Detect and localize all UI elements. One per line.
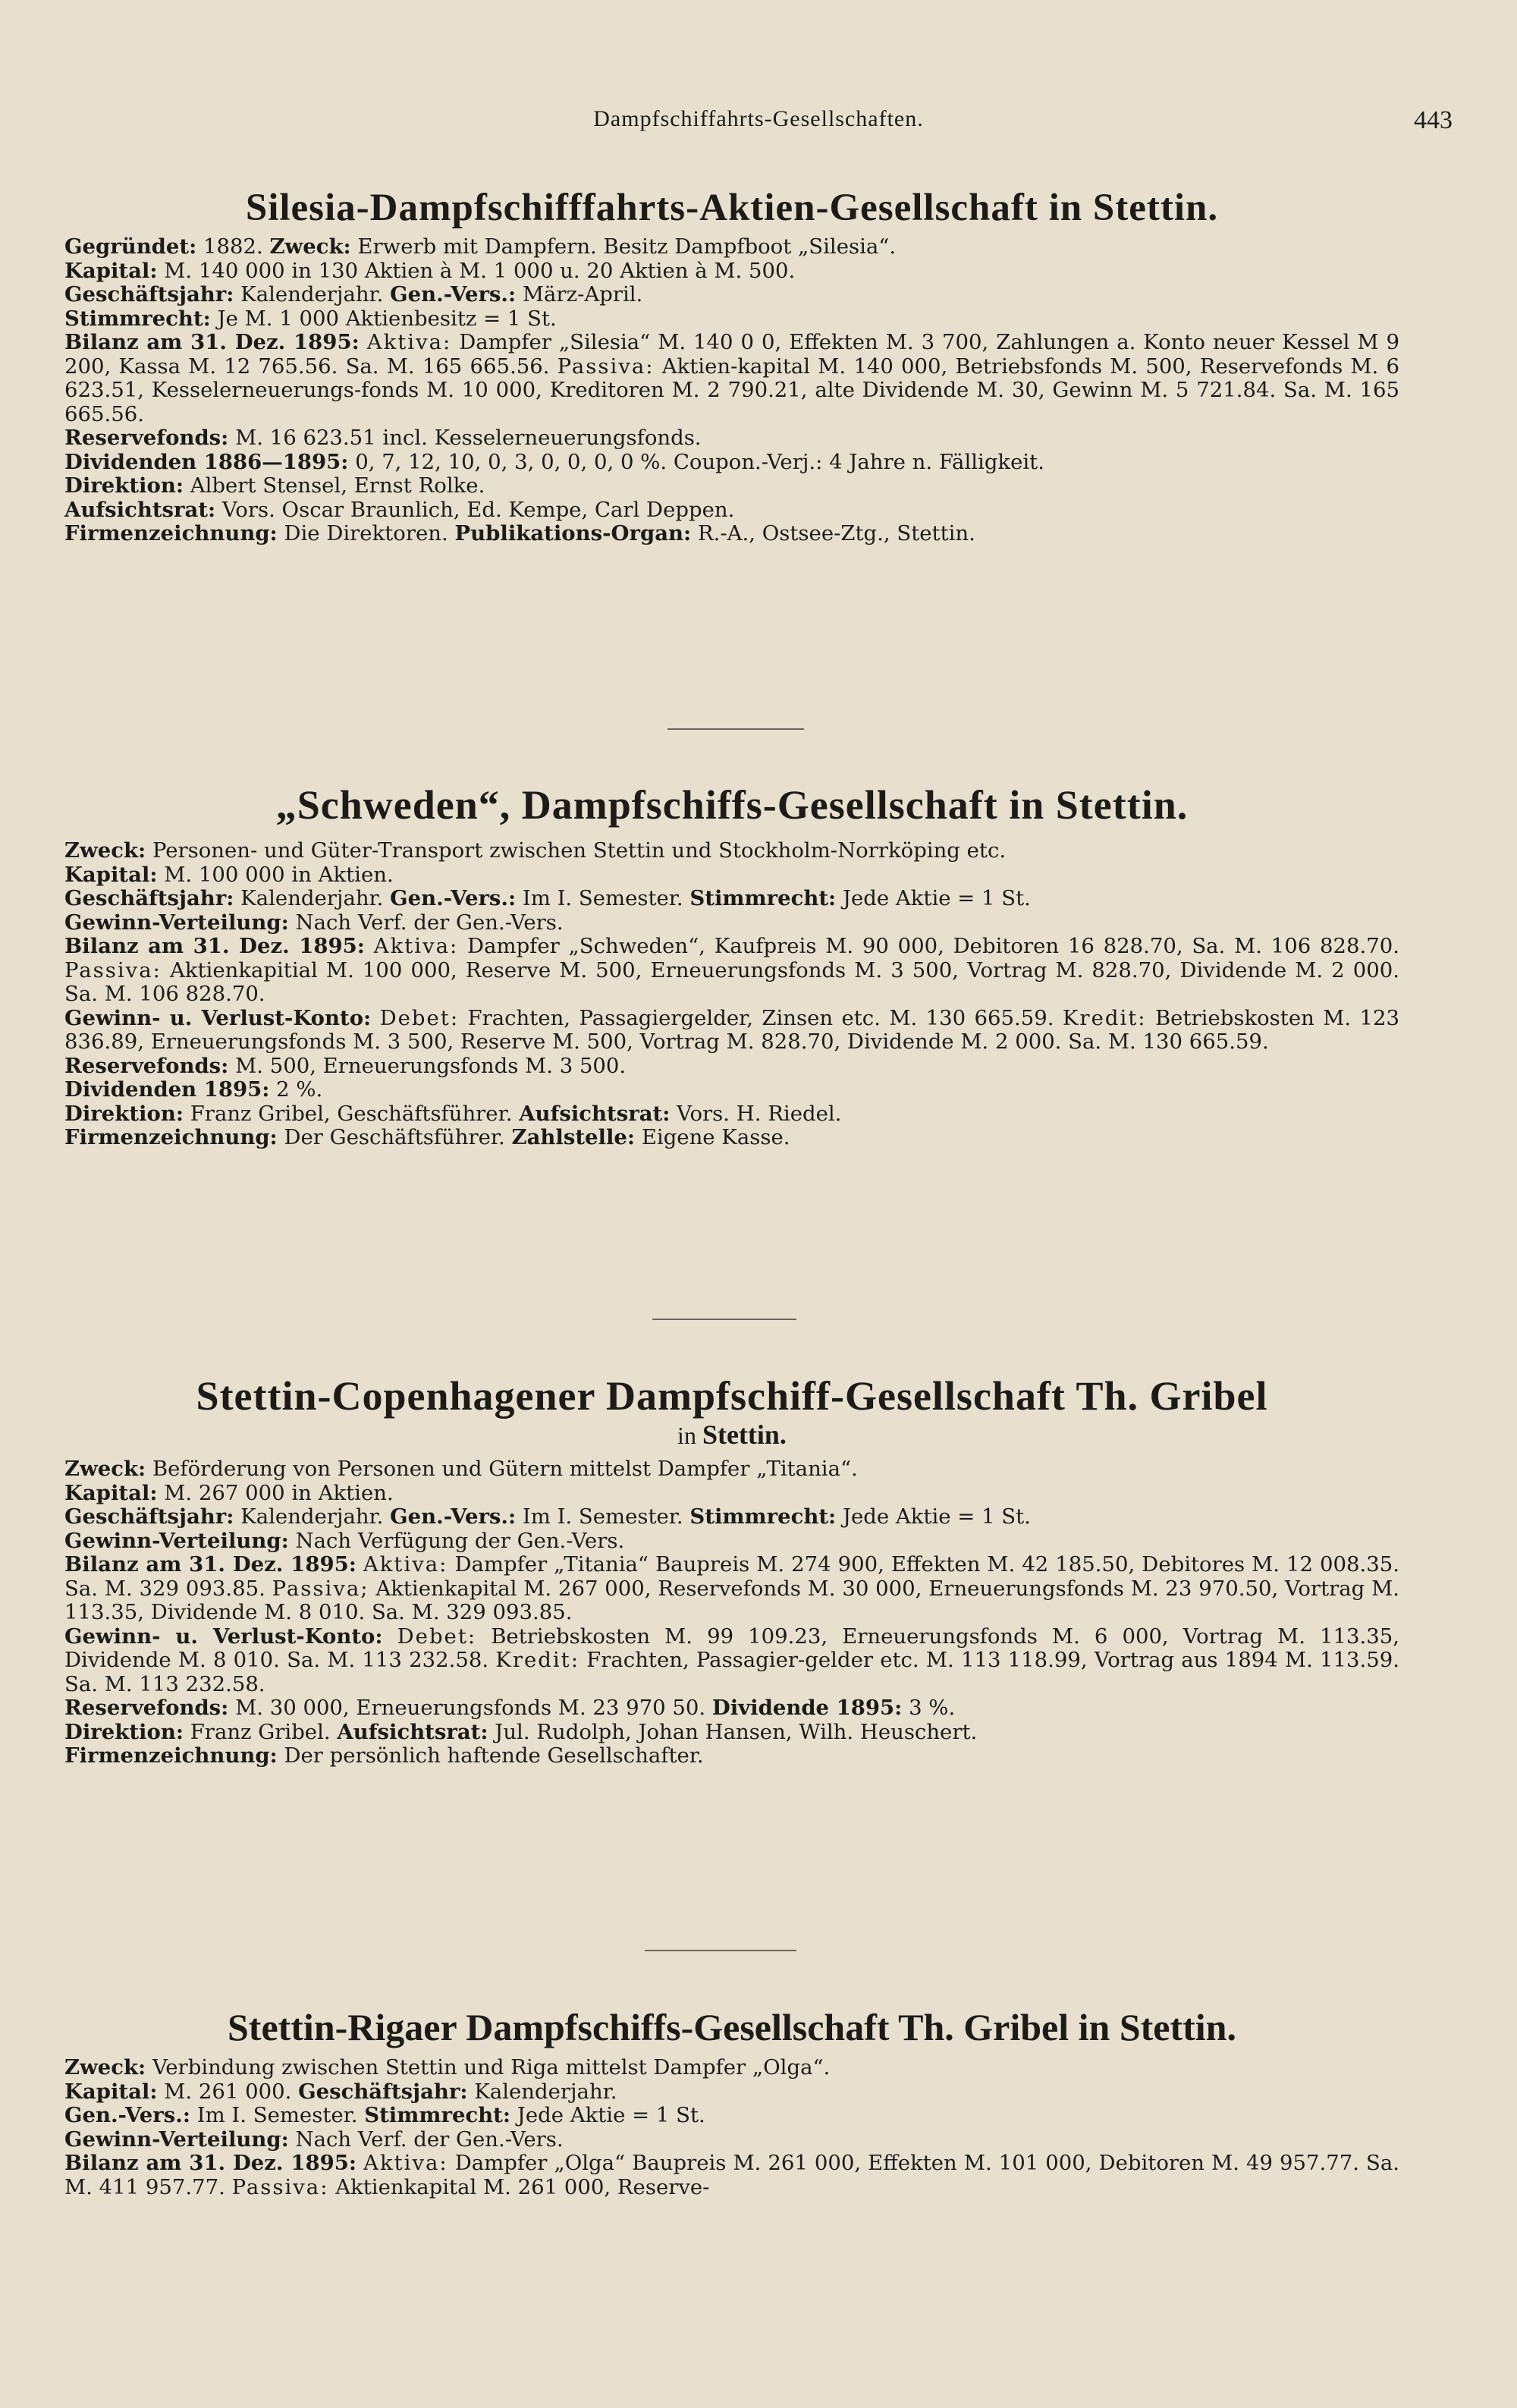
entry-title: Stettin-Rigaer Dampfschiffs-Gesellschaft Th. Gribel in Stettin. bbox=[227, 2006, 1236, 2048]
entry-line: Dividenden 1886—1895: 0, 7, 12, 10, 0, 3, 0, 0, 0, 0 %. Coupon.-Verj.: 4 Jahre n. Fälligkeit. bbox=[64, 449, 1044, 474]
entry-line: Bilanz am 31. Dez. 1895: Aktiva: Dampfer „Silesia“ M. 140 0 0, Effekten M. 3 700, Zahlungen a. Konto neuer Kessel M 9 200, Kassa M. 12 765.56. Sa. M. 165 665.56. Passiva: Aktien-kapital M. 140 000, Betriebsfonds M. 500, Reservefonds M. 6 623.51, Kesselerneuerungs-fonds M. 10 000, Kreditoren M. 2 790.21, alte Dividende M. 30, Gewinn M. 5 721.84. Sa. M. 165 665.56. bbox=[64, 330, 1399, 426]
entry-title: Stettin-Copenhagener Dampfschiff-Gesellschaft Th. Gribel bbox=[196, 1373, 1268, 1419]
entry-line: Bilanz am 31. Dez. 1895: Aktiva: Dampfer „Olga“ Baupreis M. 261 000, Effekten M. 101 000, Debitoren M. 49 957.77. Sa. M. 411 957.77. Passiva: Aktienkapital M. 261 000, Reserve- bbox=[64, 2151, 1399, 2199]
section-divider bbox=[652, 1319, 796, 1320]
entry-line: Firmenzeichnung: Die Direktoren. Publikations-Organ: R.-A., Ostsee-Ztg., Stettin. bbox=[64, 521, 975, 545]
entry-line: Reservefonds: M. 30 000, Erneuerungsfonds M. 23 970 50. Dividende 1895: 3 %. bbox=[64, 1696, 956, 1720]
entry-line: Bilanz am 31. Dez. 1895: Aktiva: Dampfer „Schweden“, Kaufpreis M. 90 000, Debitoren 16 828.70, Sa. M. 106 828.70. Passiva: Aktienkapitial M. 100 000, Reserve M. 500, Erneuerungsfonds M. 3 500, Vortrag M. 828.70, Dividende M. 2 000. Sa. M. 106 828.70. bbox=[64, 934, 1399, 1006]
entry-line: Kapital: M. 140 000 in 130 Aktien à M. 1 000 u. 20 Aktien à M. 500. bbox=[64, 258, 796, 283]
entry-line: Gen.-Vers.: Im I. Semester. Stimmrecht: Jede Aktie = 1 St. bbox=[64, 2103, 705, 2127]
entry-title: „Schweden“, Dampfschiffs-Gesellschaft in Stettin. bbox=[275, 782, 1189, 828]
entry-line: Direktion: Franz Gribel. Aufsichtsrat: Jul. Rudolph, Johan Hansen, Wilh. Heuschert. bbox=[64, 1719, 978, 1744]
page-number: 443 bbox=[1414, 106, 1453, 134]
entry-line: Stimmrecht: Je M. 1 000 Aktienbesitz = 1 St. bbox=[64, 306, 557, 331]
running-head bbox=[0, 106, 1517, 152]
entry-line: Gewinn-Verteilung: Nach Verf. der Gen.-Vers. bbox=[64, 910, 564, 935]
entry-silesia bbox=[64, 184, 1399, 546]
entry-line: Gewinn-Verteilung: Nach Verfügung der Gen.-Vers. bbox=[64, 1528, 625, 1553]
entry-line: Kapital: M. 267 000 in Aktien. bbox=[64, 1480, 394, 1505]
entry-line: Reservefonds: M. 16 623.51 incl. Kesselerneuerungsfonds. bbox=[64, 426, 702, 450]
entry-line: Direktion: Franz Gribel, Geschäftsführer. Aufsichtsrat: Vors. H. Riedel. bbox=[64, 1101, 842, 1126]
entry-line: Gegründet: 1882. Zweck: Erwerb mit Dampfern. Besitz Dampfboot „Silesia“. bbox=[64, 234, 897, 259]
entry-line: Bilanz am 31. Dez. 1895: Aktiva: Dampfer „Titania“ Baupreis M. 274 900, Effekten M. 42 185.50, Debitores M. 12 008.35. Sa. M. 329 093.85. Passiva; Aktienkapital M. 267 000, Reservefonds M. 30 000, Erneuerungsfonds M. 23 970.50, Vortrag M. 113.35, Dividende M. 8 010. Sa. M. 329 093.85. bbox=[64, 1552, 1399, 1624]
entry-line: Firmenzeichnung: Der persönlich haftende Gesellschafter. bbox=[64, 1743, 704, 1768]
entry-line: Kapital: M. 100 000 in Aktien. bbox=[64, 862, 394, 887]
entry-riga bbox=[64, 2003, 1399, 2199]
entry-line: Gewinn- u. Verlust-Konto: Debet: Betriebskosten M. 99 109.23, Erneuerungsfonds M. 6 000, Vortrag M. 113.35, Dividende M. 8 010. Sa. M. 113 232.58. Kredit: Frachten, Passagier-gelder etc. M. 113 118.99, Vortrag aus 1894 M. 113.59. Sa. M. 113 232.58. bbox=[64, 1624, 1399, 1696]
entry-line: Direktion: Albert Stensel, Ernst Rolke. bbox=[64, 473, 485, 498]
entry-line: Geschäftsjahr: Kalenderjahr. Gen.-Vers.: Im I. Semester. Stimmrecht: Jede Aktie = 1 St. bbox=[64, 1504, 1031, 1529]
entry-line: Geschäftsjahr: Kalenderjahr. Gen.-Vers.: Im I. Semester. Stimmrecht: Jede Aktie = 1 St. bbox=[64, 886, 1031, 910]
entry-title: Silesia-Dampfschifffahrts-Aktien-Gesellschaft in Stettin. bbox=[245, 187, 1219, 229]
entry-line: Zweck: Verbindung zwischen Stettin und Riga mittelst Dampfer „Olga“. bbox=[64, 2055, 831, 2079]
entry-line: Firmenzeichnung: Der Geschäftsführer. Zahlstelle: Eigene Kasse. bbox=[64, 1125, 790, 1149]
entry-line: Zweck: Beförderung von Personen und Gütern mittelst Dampfer „Titania“. bbox=[64, 1457, 858, 1481]
entry-line: Gewinn-Verteilung: Nach Verf. der Gen.-Vers. bbox=[64, 2127, 564, 2152]
entry-line: Gewinn- u. Verlust-Konto: Debet: Frachten, Passagiergelder, Zinsen etc. M. 130 665.59. Kredit: Betriebskosten M. 123 836.89, Erneuerungsfonds M. 3 500, Reserve M. 500, Vortrag M. 828.70, Dividende M. 2 000. Sa. M. 130 665.59. bbox=[64, 1005, 1399, 1054]
running-head-title: Dampfschiffahrts-Gesellschaften. bbox=[593, 106, 924, 131]
section-divider bbox=[645, 1950, 796, 1951]
section-divider bbox=[667, 728, 804, 730]
entry-line: Geschäftsjahr: Kalenderjahr. Gen.-Vers.: März-April. bbox=[64, 282, 643, 307]
entry-line: Aufsichtsrat: Vors. Oscar Braunlich, Ed. Kempe, Carl Deppen. bbox=[64, 497, 735, 522]
entry-line: Kapital: M. 261 000. Geschäftsjahr: Kalenderjahr. bbox=[64, 2079, 617, 2104]
entry-schweden bbox=[64, 780, 1399, 1150]
entry-line: Reservefonds: M. 500, Erneuerungsfonds M. 3 500. bbox=[64, 1053, 627, 1078]
entry-copenhagen bbox=[64, 1372, 1399, 1768]
entry-subtitle: in Stettin. bbox=[677, 1419, 787, 1450]
entry-line: Zweck: Personen- und Güter-Transport zwischen Stettin und Stockholm-Norrköping etc. bbox=[64, 838, 1007, 863]
entry-line: Dividenden 1895: 2 %. bbox=[64, 1077, 323, 1102]
